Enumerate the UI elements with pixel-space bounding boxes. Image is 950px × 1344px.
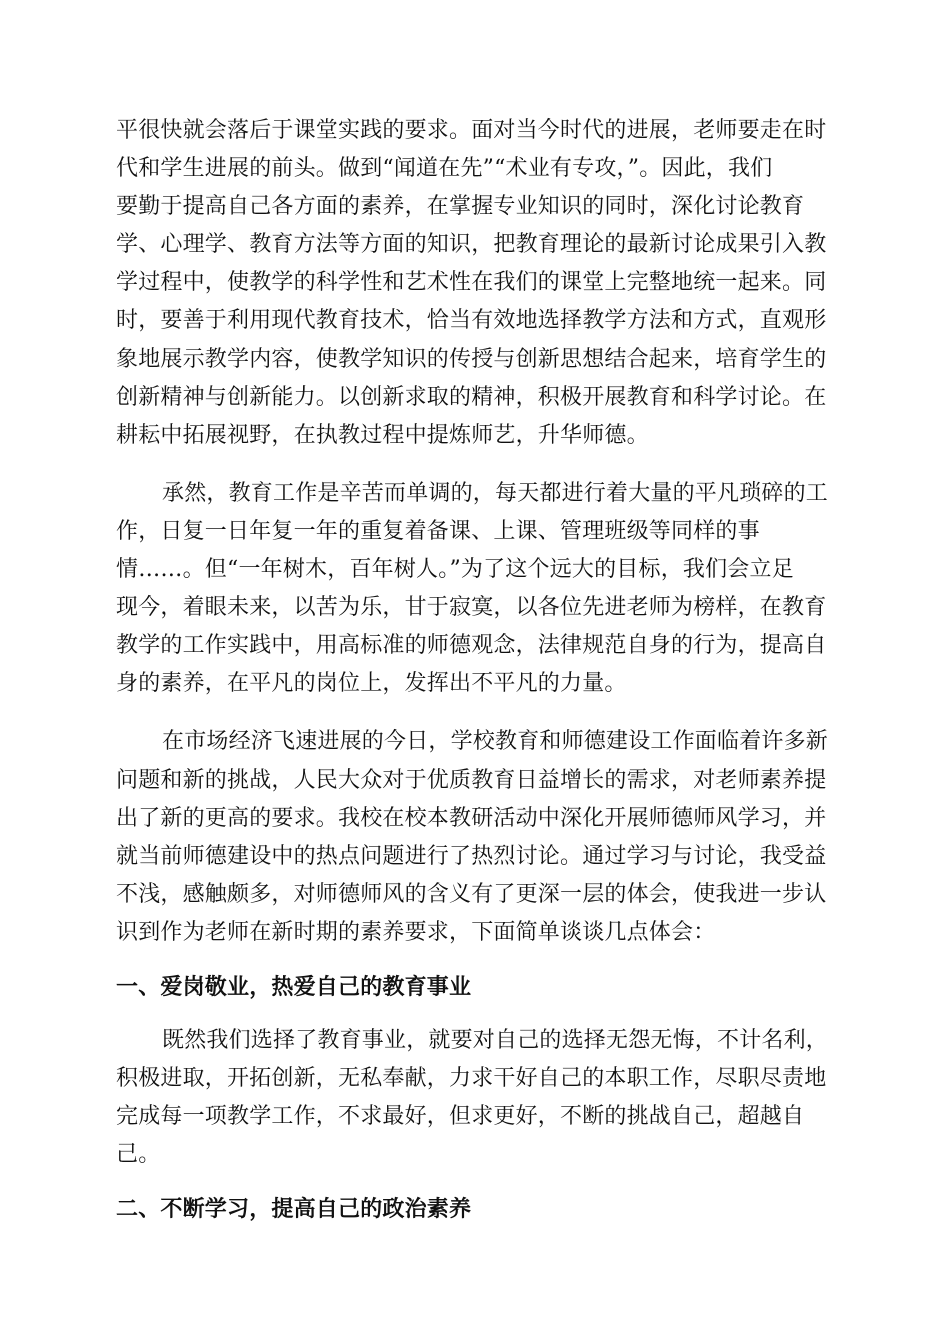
paragraph-line: 既然我们选择了教育事业，就要对自己的选择无怨无悔，不计名利，	[162, 1028, 829, 1054]
paragraph-line: 时，要善于利用现代教育技术，恰当有效地选择教学方法和方式，直观形	[116, 308, 827, 334]
paragraph-spacing	[116, 703, 842, 723]
paragraph-line: 耕耘中拓展视野，在执教过程中提炼师艺，升华师德。	[116, 422, 649, 448]
paragraph-line: 问题和新的挑战，人民大众对于优质教育日益增长的需求，对老师素养提	[116, 767, 827, 793]
paragraph-line: 身的素养，在平凡的岗位上，发挥出不平凡的力量。	[116, 671, 627, 697]
section-spacing	[116, 1006, 842, 1022]
paragraph-line: 学、心理学、教育方法等方面的知识，把教育理论的最新讨论成果引入教	[116, 232, 827, 258]
paragraph-1	[116, 112, 842, 455]
paragraph-line: 不浅，感触颇多，对师德师风的含义有了更深一层的体会，使我进一步认	[116, 881, 827, 907]
paragraph-line: 出了新的更高的要求。我校在校本教研活动中深化开展师德师风学习，并	[116, 805, 827, 831]
paragraph-line: 作，日复一日年复一年的重复着备课、上课、管理班级等同样的事	[116, 518, 760, 544]
paragraph-line: 己。	[116, 1142, 161, 1168]
section-spacing	[116, 1174, 842, 1190]
paragraph-line: 要勤于提高自己各方面的素养，在掌握专业知识的同时，深化讨论教育	[116, 194, 805, 220]
paragraph-line: 现今，着眼未来，以苦为乐，甘于寂寞，以各位先进老师为榜样，在教育	[116, 595, 827, 621]
paragraph-line: 代和学生进展的前头。做到“闻道在先”“术业有专攻，”。因此，我们	[116, 156, 773, 182]
section-spacing	[116, 952, 842, 968]
paragraph-line: 在市场经济飞速进展的今日，学校教育和师德建设工作面临着许多新	[162, 729, 829, 755]
paragraph-3	[116, 723, 842, 952]
paragraph-line: 完成每一项教学工作，不求最好，但求更好，不断的挑战自己，超越自	[116, 1104, 805, 1130]
paragraph-line: 承然，教育工作是辛苦而单调的，每天都进行着大量的平凡琐碎的工	[162, 480, 829, 506]
paragraph-line: 就当前师德建设中的热点问题进行了热烈讨论。通过学习与讨论，我受益	[116, 843, 827, 869]
paragraph-spacing	[116, 455, 842, 475]
paragraph-4	[116, 1022, 842, 1174]
paragraph-line: 平很快就会落后于课堂实践的要求。面对当今时代的进展，老师要走在时	[116, 118, 827, 143]
paragraph-line: 识到作为老师在新时期的素养要求，下面简单谈谈几点体会：	[116, 919, 716, 945]
section-heading-2: 二、不断学习，提高自己的政治素养	[116, 1196, 472, 1223]
document-body	[116, 112, 842, 1229]
paragraph-line: 学过程中，使教学的科学性和艺术性在我们的课堂上完整地统一起来。同	[116, 270, 827, 296]
paragraph-line: 教学的工作实践中，用高标准的师德观念，法律规范自身的行为，提高自	[116, 633, 827, 659]
paragraph-line: 象地展示教学内容，使教学知识的传授与创新思想结合起来，培育学生的	[116, 346, 827, 372]
paragraph-2	[116, 475, 842, 704]
paragraph-line: 创新精神与创新能力。以创新求取的精神，积极开展教育和科学讨论。在	[116, 384, 827, 410]
paragraph-line: 情……。但“一年树木，百年树人。”为了这个远大的目标，我们会立足	[116, 557, 794, 583]
section-heading-1: 一、爱岗敬业，热爱自己的教育事业	[116, 973, 472, 1000]
paragraph-line: 积极进取，开拓创新，无私奉献，力求干好自己的本职工作，尽职尽责地	[116, 1066, 827, 1092]
